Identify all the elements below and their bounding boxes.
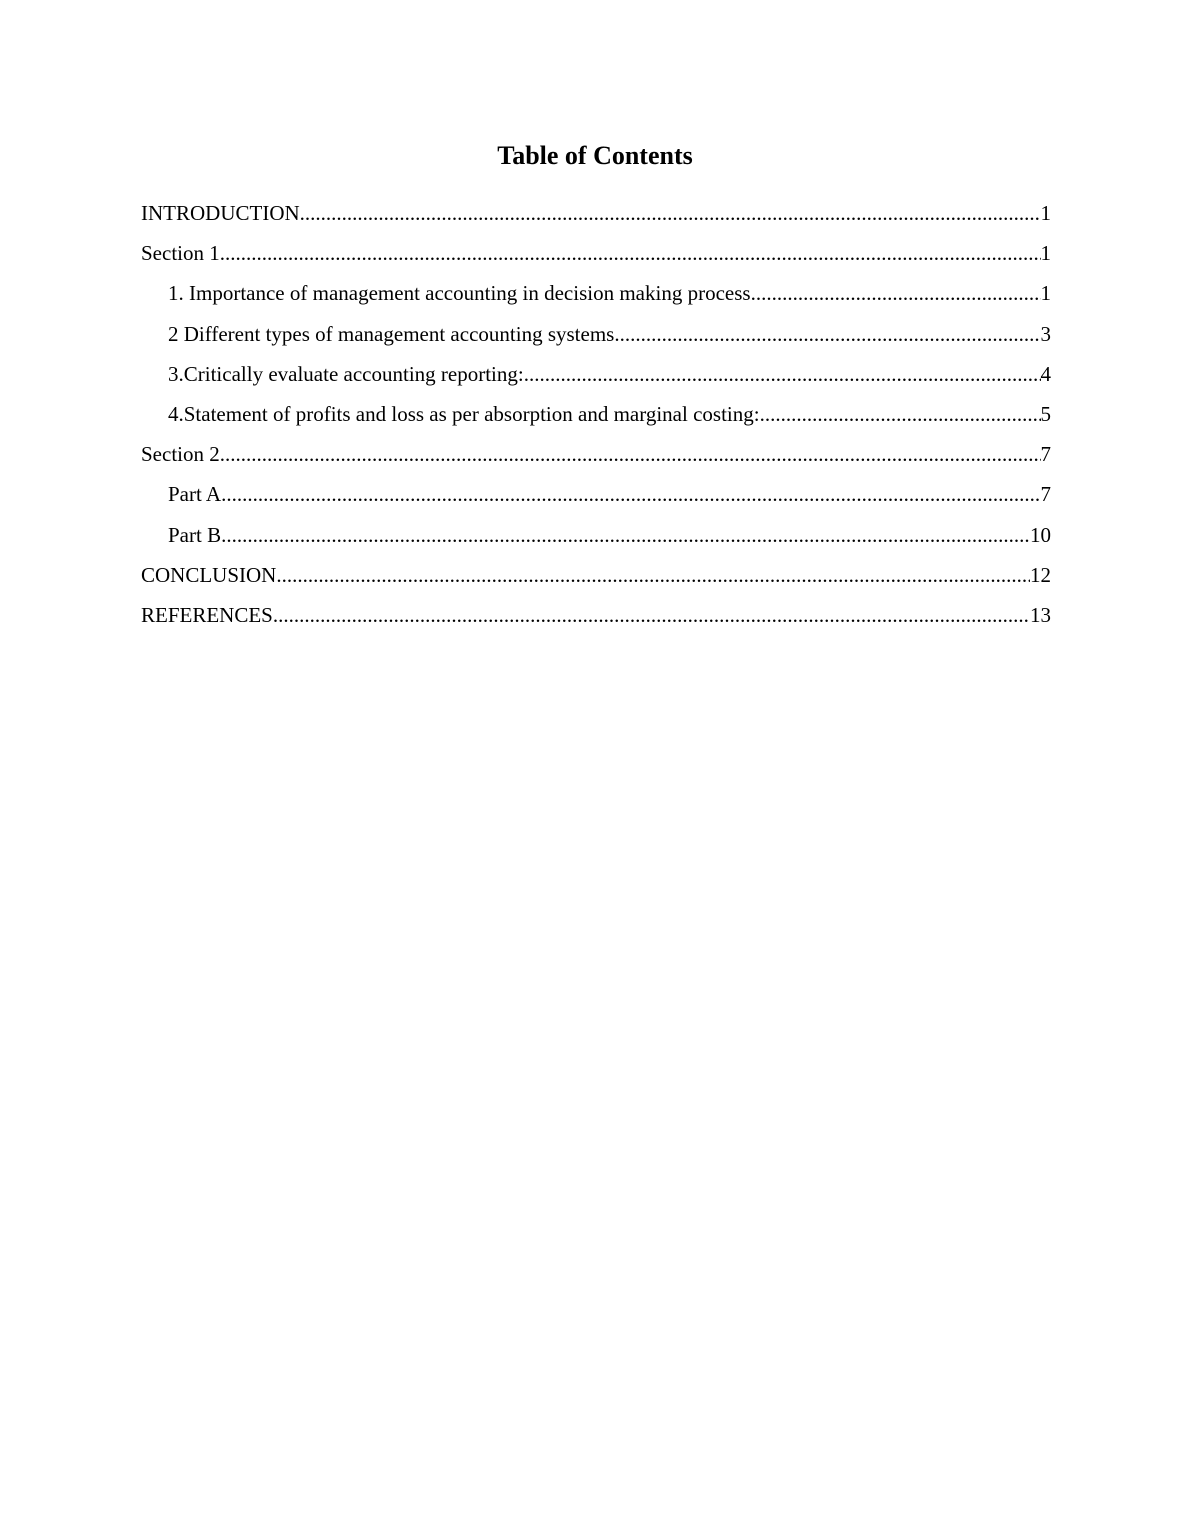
toc-leader-dots xyxy=(760,397,1041,431)
toc-entry-text: Section 2 xyxy=(141,442,220,467)
toc-list xyxy=(141,196,1051,638)
toc-entry-section-2[interactable] xyxy=(141,437,1051,477)
toc-entry-text: Part A xyxy=(168,482,222,507)
toc-entry-text: 3.Critically evaluate accounting reporting: xyxy=(168,361,524,386)
toc-entry-introduction[interactable] xyxy=(141,196,1051,236)
toc-entry-text: 4.Statement of profits and loss as per absorption and marginal costing: xyxy=(168,401,760,426)
toc-page-number: 7 xyxy=(1040,482,1051,507)
toc-leader-dots xyxy=(620,317,1041,351)
toc-entry-importance-of-management-accounting[interactable] xyxy=(141,276,1051,316)
toc-entry-text: Section 1 xyxy=(141,241,220,266)
toc-leader-dots xyxy=(756,276,1041,310)
toc-leader-dots xyxy=(273,598,1030,632)
toc-page-number: 13 xyxy=(1030,602,1051,627)
toc-entry-text: CONCLUSION xyxy=(141,562,277,587)
toc-title: Table of Contents xyxy=(497,141,693,170)
toc-entry-text: Part B xyxy=(168,522,222,547)
toc-page-number: 10 xyxy=(1030,522,1051,547)
toc-page-number: 3 xyxy=(1040,321,1051,346)
toc-entry-section-1[interactable] xyxy=(141,236,1051,276)
toc-entry-part-b[interactable] xyxy=(141,518,1051,558)
toc-entry-statement-of-profit-and-loss[interactable] xyxy=(141,397,1051,437)
toc-leader-dots xyxy=(300,196,1041,230)
toc-entry-part-a[interactable] xyxy=(141,477,1051,517)
toc-entry-text: 1. Importance of management accounting in decision making process. xyxy=(168,281,756,306)
toc-page-number: 12 xyxy=(1030,562,1051,587)
toc-entry-text: REFERENCES xyxy=(141,602,273,627)
toc-page-number: 7 xyxy=(1040,442,1051,467)
toc-leader-dots xyxy=(276,558,1030,592)
toc-page-number: 5 xyxy=(1040,401,1051,426)
toc-leader-dots xyxy=(221,518,1030,552)
toc-entry-text: INTRODUCTION xyxy=(141,201,300,225)
toc-page-number: 1 xyxy=(1040,201,1051,225)
toc-page-number: 4 xyxy=(1040,361,1051,386)
toc-leader-dots xyxy=(524,357,1041,391)
toc-entry-references[interactable] xyxy=(141,598,1051,638)
toc-page-number: 1 xyxy=(1040,241,1051,266)
toc-entry-evaluate-accounting-reporting[interactable] xyxy=(141,357,1051,397)
toc-leader-dots xyxy=(221,477,1040,511)
toc-entry-types-of-accounting-systems[interactable] xyxy=(141,317,1051,357)
toc-leader-dots xyxy=(220,236,1041,270)
toc-leader-dots xyxy=(220,437,1041,471)
toc-entry-conclusion[interactable] xyxy=(141,558,1051,598)
toc-page-number: 1 xyxy=(1040,281,1051,306)
toc-entry-text: 2 Different types of management accounting systems. xyxy=(168,321,620,346)
